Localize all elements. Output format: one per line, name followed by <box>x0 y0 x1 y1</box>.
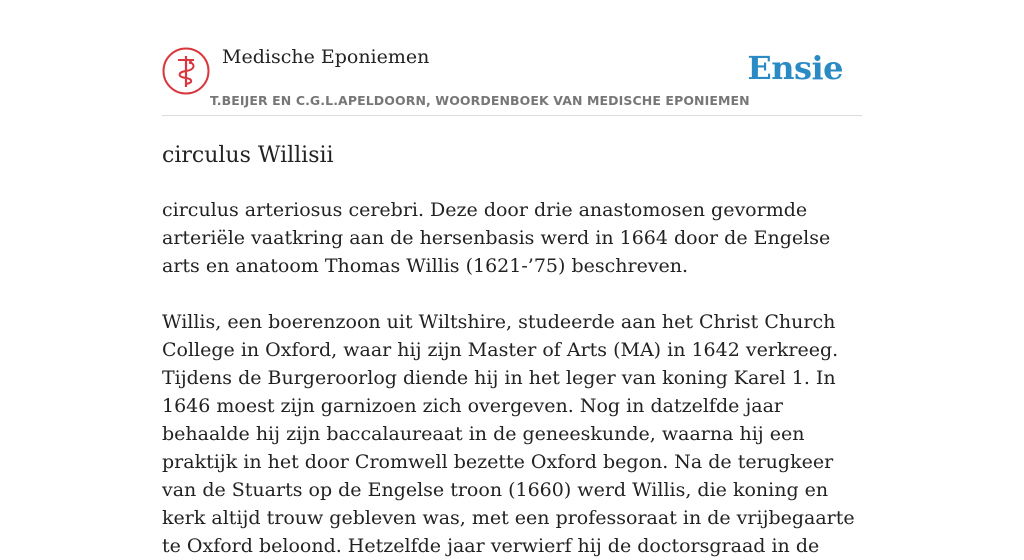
entry-card <box>162 44 862 560</box>
entry-paragraph: Willis, een boerenzoon uit Wiltshire, studeerde aan het Christ Church College in Oxford, waar hij zijn Master of Arts (MA) in 1642 verkreeg. Tijdens de Burgeroorlog diende hij in het leger van koning Karel 1. In 1646 moest zijn garnizoen zich overgeven. Nog in datzelfde jaar behaalde hij zijn baccalaureaat in de geneeskunde, waarna hij een praktijk in het door Cromwell bezette Oxford begon. Na de terugkeer van de Stuarts op de Engelse troon (1660) werd Willis, die koning en kerk altijd trouw gebleven was, met een professoraat in de vrijbegaarte te Oxford beloond. Hetzelfde jaar verwierf hij de doctorsgraad in de <box>162 311 855 557</box>
entry-header <box>162 44 862 116</box>
caduceus-icon[interactable] <box>162 47 210 95</box>
brand-logo[interactable]: Ensie <box>747 49 843 87</box>
source-subtitle[interactable]: T.BEIJER EN C.G.L.APELDOORN, WOORDENBOEK VAN MEDISCHE EPONIEMEN <box>210 93 750 108</box>
entry-paragraph: circulus arteriosus cerebri. Deze door drie anastomosen gevormde arteriële vaatkring aan de hersenbasis werd in 1664 door de Engelse arts en anatoom Thomas Willis (1621-’75) beschreven. <box>162 199 831 277</box>
entry-term: circulus Willisii <box>162 143 334 168</box>
source-title[interactable]: Medische Eponiemen <box>222 46 430 68</box>
